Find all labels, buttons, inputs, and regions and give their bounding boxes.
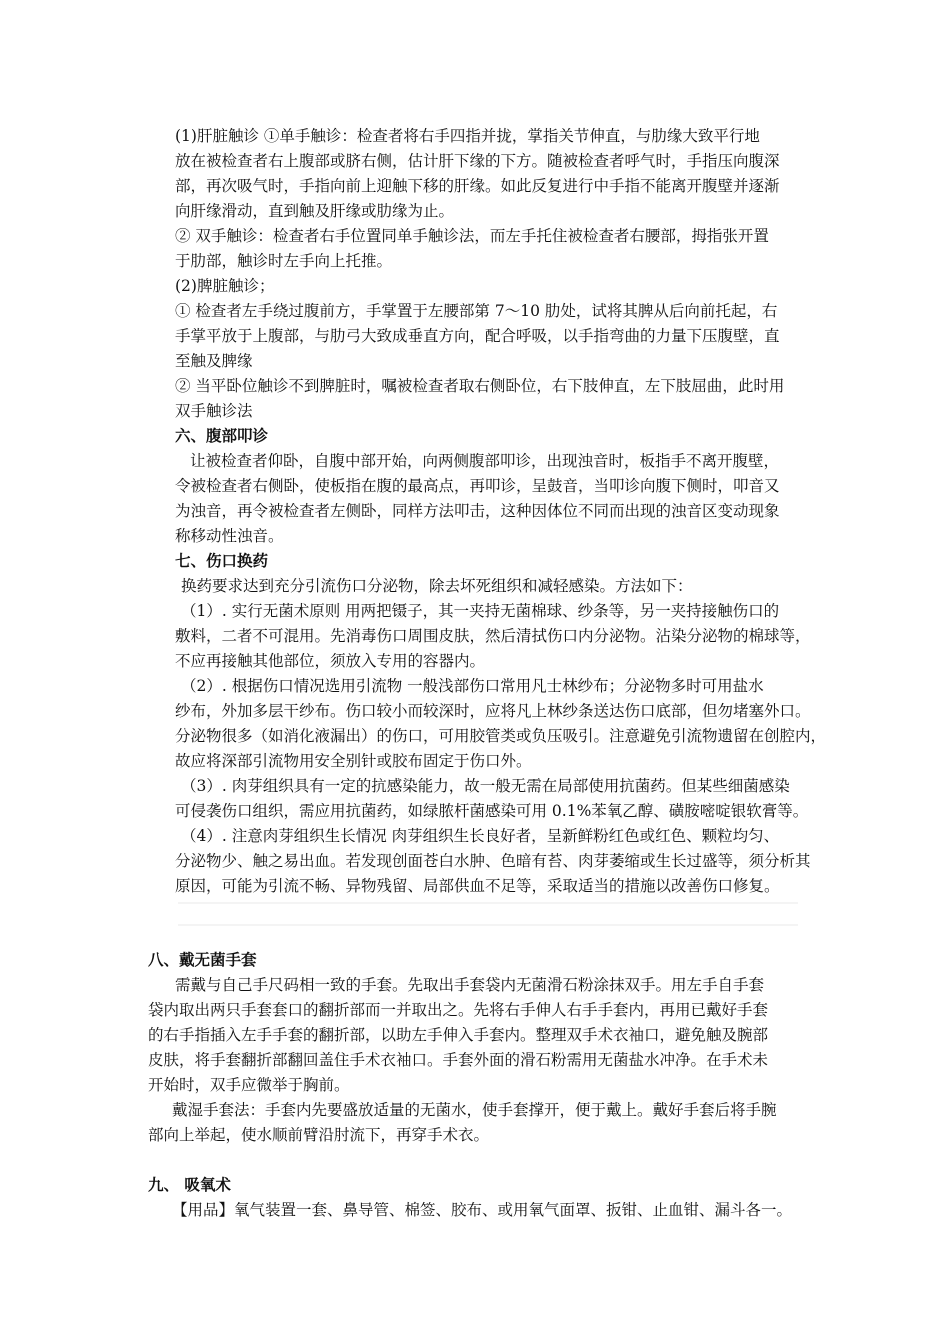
text-line: 袋内取出两只手套套口的翻折部而一并取出之。先将右手伸人右手手套内，再用已戴好手套 bbox=[148, 1001, 769, 1019]
text-line: 可侵袭伤口组织，需应用抗菌药，如绿脓杆菌感染可用 0.1%苯氧乙醇、磺胺嘧啶银软膏等。 bbox=[175, 802, 809, 820]
text-line: 向肝缘滑动，直到触及肝缘或肋缘为止。 bbox=[175, 202, 455, 220]
text-line: 故应将深部引流物用安全别针或胶布固定于伤口外。 bbox=[175, 752, 532, 770]
text-line: 原因，可能为引流不畅、异物残留、局部供血不足等，采取适当的措施以改善伤口修复。 bbox=[175, 877, 780, 895]
text-line: 分泌物少、触之易出血。若发现创面苍白水肿、色暗有苔、肉芽萎缩或生长过盛等，须分析其 bbox=[175, 852, 811, 870]
section-heading: 六、腹部叩诊 bbox=[175, 427, 269, 445]
text-line: 令被检查者右侧卧，使板指在腹的最高点，再叩诊，呈鼓音，当叩诊向腹下侧时，叩音又 bbox=[175, 477, 780, 495]
text-line: （3）. 肉芽组织具有一定的抗感染能力，故一般无需在局部使用抗菌药。但某些细菌感染 bbox=[181, 777, 790, 795]
text-line: 放在被检查者右上腹部或脐右侧，估计肝下缘的下方。随被检查者呼气时，手指压向腹深 bbox=[175, 152, 780, 170]
text-line: ② 双手触诊：检查者右手位置同单手触诊法，而左手托住被检查者右腰部，拇指张开置 bbox=[175, 227, 769, 245]
text-line: 换药要求达到充分引流伤口分泌物，除去坏死组织和减轻感染。方法如下： bbox=[181, 577, 693, 595]
text-line: (1)肝脏触诊 ①单手触诊：检查者将右手四指并拢，掌指关节伸直，与肋缘大致平行地 bbox=[175, 127, 760, 145]
text-line: (2)脾脏触诊； bbox=[175, 277, 275, 295]
text-line: 【用品】氧气装置一套、鼻导管、棉签、胶布、或用氧气面罩、扳钳、止血钳、漏斗各一。 bbox=[172, 1201, 793, 1219]
text-line: （2）. 根据伤口情况选用引流物 一般浅部伤口常用凡士林纱布；分泌物多时可用盐水 bbox=[181, 677, 764, 695]
text-line: 于肋部，触诊时左手向上托推。 bbox=[175, 252, 393, 270]
text-line: 不应再接触其他部位，须放入专用的容器内。 bbox=[175, 652, 486, 670]
text-line: 手掌平放于上腹部，与肋弓大致成垂直方向，配合呼吸，以手指弯曲的力量下压腹壁，直 bbox=[175, 327, 780, 345]
text-line: （4）. 注意肉芽组织生长情况 肉芽组织生长良好者，呈新鲜粉红色或红色、颗粒均匀、 bbox=[181, 827, 780, 845]
text-line: 敷料，二者不可混用。先消毒伤口周围皮肤，然后清拭伤口内分泌物。沾染分泌物的棉球等， bbox=[175, 627, 811, 645]
text-line: 称移动性浊音。 bbox=[175, 527, 284, 545]
text-line: 双手触诊法 bbox=[175, 402, 253, 420]
text-line: 部向上举起，使水顺前臂沿肘流下，再穿手术衣。 bbox=[148, 1126, 490, 1144]
text-line: 让被检查者仰卧，自腹中部开始，向两侧腹部叩诊，出现浊音时，板指手不离开腹壁， bbox=[190, 452, 780, 470]
section-heading: 九、 吸氧术 bbox=[148, 1176, 231, 1194]
text-line: 纱布，外加多层干纱布。伤口较小而较深时，应将凡上林纱条送达伤口底部，但勿堵塞外口。 bbox=[175, 702, 811, 720]
text-line: （1）. 实行无菌术原则 用两把镊子，其一夹持无菌棉球、纱条等，另一夹持接触伤口的 bbox=[181, 602, 780, 620]
text-line: 部，再次吸气时，手指向前上迎触下移的肝缘。如此反复进行中手指不能离开腹壁并逐渐 bbox=[175, 177, 780, 195]
text-line: ① 检查者左手绕过腹前方，手掌置于左腰部第 7～10 肋处，试将其脾从后向前托起，右 bbox=[175, 302, 778, 320]
section-heading: 七、伤口换药 bbox=[175, 552, 269, 570]
text-line: ② 当平卧位触诊不到脾脏时，嘱被检查者取右侧卧位，右下肢伸直，左下肢屈曲，此时用 bbox=[175, 377, 785, 395]
text-line: 需戴与自己手尺码相一致的手套。先取出手套袋内无菌滑石粉涂抹双手。用左手自手套 bbox=[175, 976, 765, 994]
faint-bleed-through bbox=[178, 902, 798, 942]
text-line: 皮肤，将手套翻折部翻回盖住手术衣袖口。手套外面的滑石粉需用无菌盐水冲净。在手术未 bbox=[148, 1051, 769, 1069]
text-line: 开始时，双手应微举于胸前。 bbox=[148, 1076, 350, 1094]
text-line: 戴湿手套法：手套内先要盛放适量的无菌水，使手套撑开，便于戴上。戴好手套后将手腕 bbox=[172, 1101, 777, 1119]
section-heading: 八、戴无菌手套 bbox=[148, 951, 257, 969]
text-line: 的右手指插入左手手套的翻折部，以助左手伸入手套内。整理双手术衣袖口，避免触及腕部 bbox=[148, 1026, 769, 1044]
text-line: 至触及脾缘 bbox=[175, 352, 253, 370]
text-line: 为浊音，再令被检查者左侧卧，同样方法叩击，这种因体位不同而出现的浊音区变动现象 bbox=[175, 502, 780, 520]
text-line: 分泌物很多（如消化液漏出）的伤口，可用胶管类或负压吸引。注意避免引流物遗留在创腔内， bbox=[175, 727, 827, 745]
